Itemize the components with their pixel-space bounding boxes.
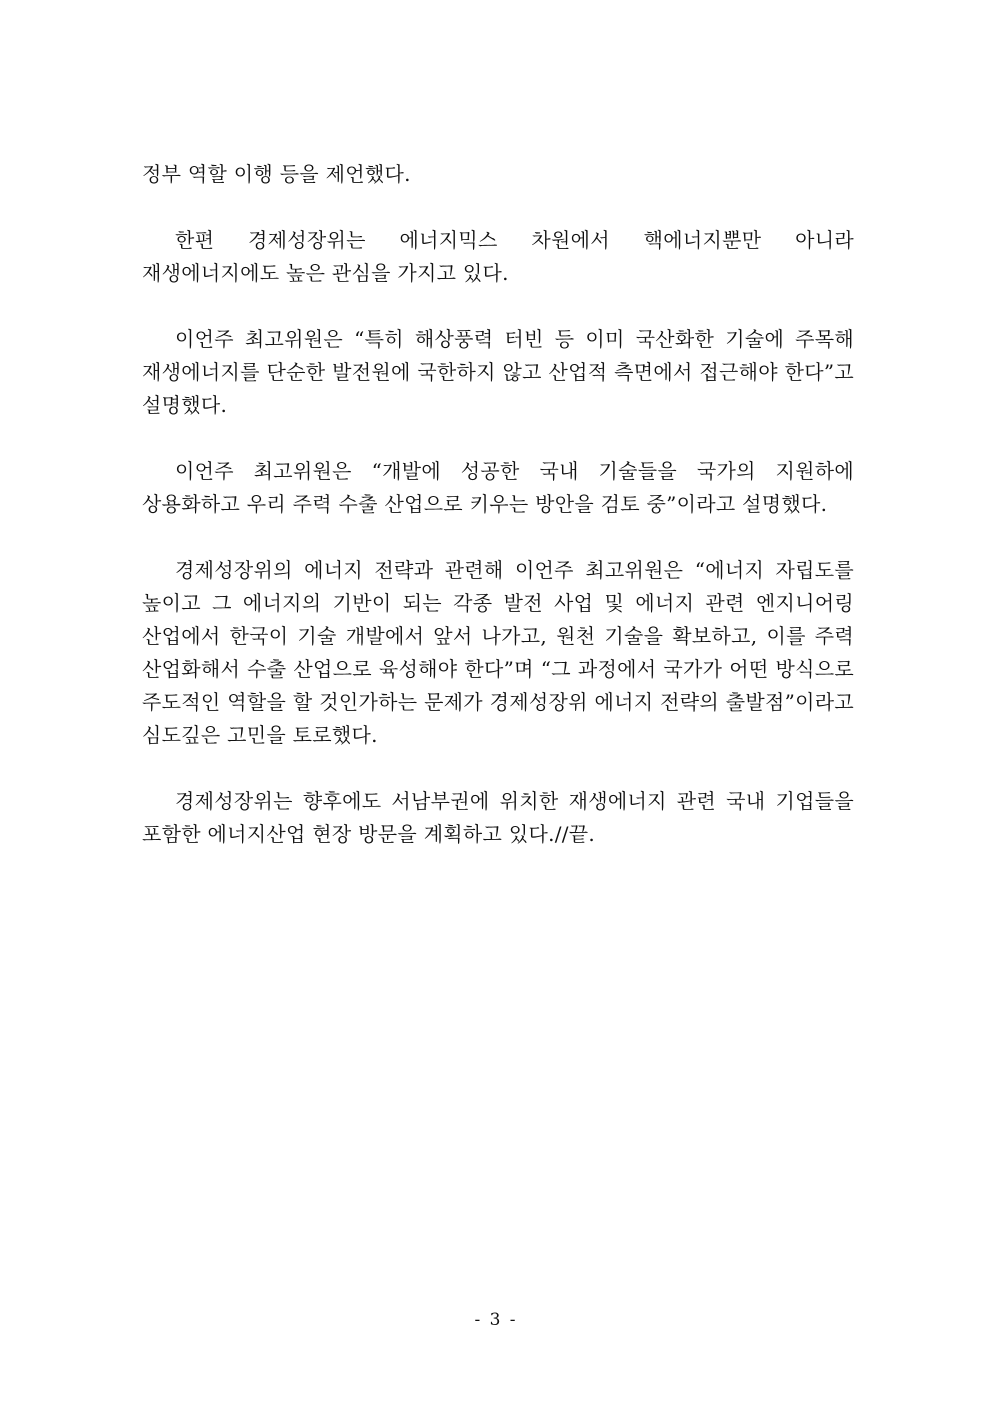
paragraph-2: 한편 경제성장위는 에너지믹스 차원에서 핵에너지뿐만 아니라 재생에너지에도 높은 관심을 가지고 있다. <box>142 228 854 285</box>
paragraph-1: 정부 역할 이행 등을 제언했다. <box>142 162 411 186</box>
page-number: - 3 - <box>474 1310 518 1330</box>
paragraph-6: 경제성장위는 향후에도 서남부권에 위치한 재생에너지 관련 국내 기업들을 포함한 에너지산업 현장 방문을 계획하고 있다.//끝. <box>142 789 854 846</box>
paragraph-4: 이언주 최고위원은 “개발에 성공한 국내 기술들을 국가의 지원하에 상용화하고 우리 주력 수출 산업으로 키우는 방안을 검토 중”이라고 설명했다. <box>142 459 854 516</box>
paragraph-3: 이언주 최고위원은 “특히 해상풍력 터빈 등 이미 국산화한 기술에 주목해 재생에너지를 단순한 발전원에 국한하지 않고 산업적 측면에서 접근해야 한다”고 설명했다. <box>142 327 854 417</box>
paragraph-5: 경제성장위의 에너지 전략과 관련해 이언주 최고위원은 “에너지 자립도를 높이고 그 에너지의 기반이 되는 각종 발전 사업 및 에너지 관련 엔지니어링 산업에서 한국이 기술 개발에서 앞서 나가고, 원천 기술을 확보하고, 이를 주력 산업화해서 수출 산업으로 육성해야 한다”며 “그 과정에서 국가가 어떤 방식으로 주도적인 역할을 할 것인가하는 문제가 경제성장위 에너지 전략의 출발점”이라고 심도깊은 고민을 토로했다. <box>142 558 854 747</box>
body-text <box>142 158 854 884</box>
